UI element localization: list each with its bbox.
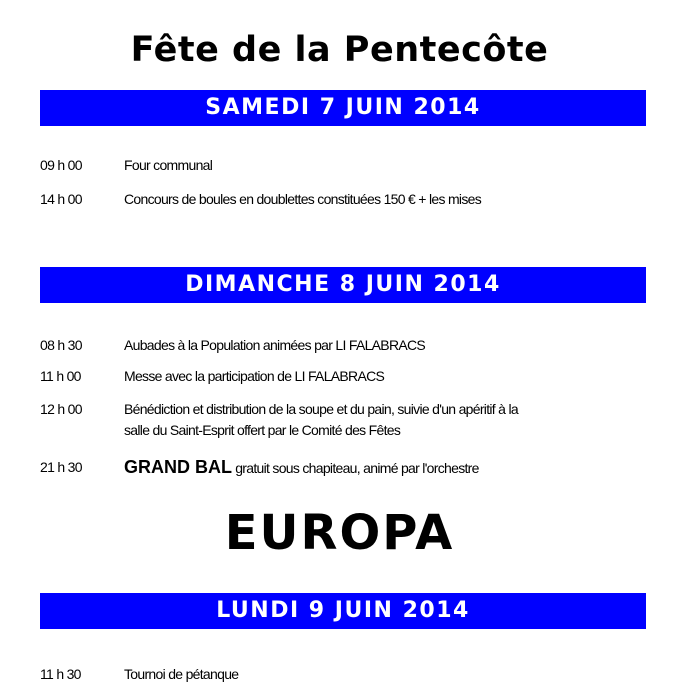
event-time: 08 h 30 [40,337,82,353]
day-heading-lundi: LUNDI 9 JUIN 2014 [40,593,646,629]
page-title: Fête de la Pentecôte [130,30,549,70]
event-text-line: Bénédiction et distribution de la soupe et du pain, suivie d'un apéritif à la [124,401,518,417]
event-time: 11 h 00 [40,368,81,384]
event-time: 21 h 30 [40,459,82,475]
event-highlight: GRAND BAL [124,457,232,477]
event-text: Four communal [124,157,213,173]
event-text-rest: gratuit sous chapiteau, animé par l'orchestre [232,460,479,476]
day-heading-samedi: SAMEDI 7 JUIN 2014 [40,90,646,126]
event-text: Concours de boules en doublettes constituées 150 € + les mises [124,191,482,207]
event-text: Tournoi de pétanque [124,666,239,682]
event-text [124,399,624,441]
event-text-line: salle du Saint-Esprit offert par le Comité des Fêtes [124,422,401,438]
event-time: 09 h 00 [40,157,82,173]
event-text: Aubades à la Population animées par LI FALABRACS [124,337,426,353]
day-heading-dimanche: DIMANCHE 8 JUIN 2014 [40,267,646,303]
event-time: 11 h 30 [40,666,81,682]
event-text [124,457,624,479]
event-time: 12 h 00 [40,401,82,417]
event-text: Messe avec la participation de LI FALABRACS [124,368,385,384]
band-name: EUROPA [224,505,455,561]
event-time: 14 h 00 [40,191,82,207]
